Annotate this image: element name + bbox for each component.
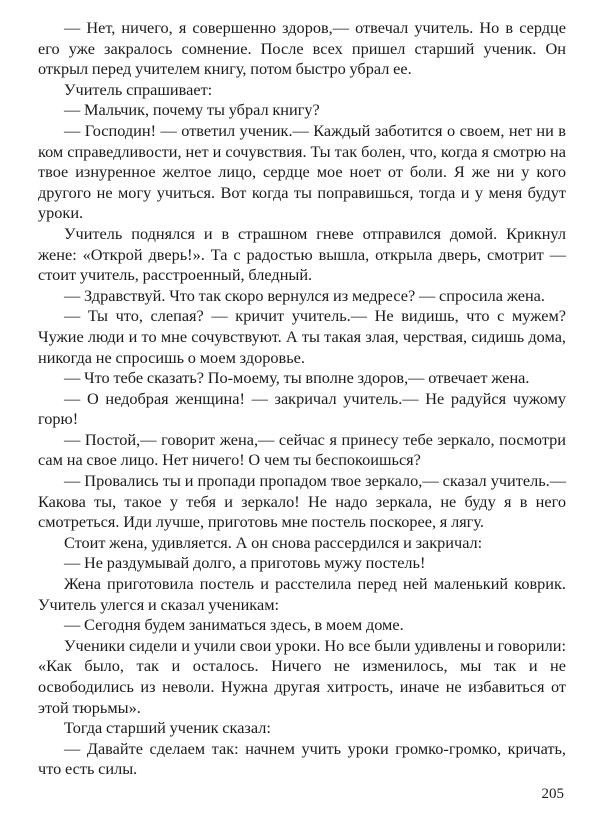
paragraph: — Сегодня будем заниматься здесь, в моем доме. <box>64 615 404 635</box>
paragraph: — Постой,— говорит жена,— сейчас я принесу тебе зеркало, посмотри сам на свое лицо. Нет ничего! О чем ты беспокоишься? <box>38 429 566 470</box>
paragraph: — Господин! — ответил ученик.— Каждый заботится о своем, нет ни в ком справедливости, нет и сочувствия. Ты так болен, что, когда я смотрю на твое изнуренное желтое лицо, сердце мое ноет от боли. Я же ни у кого другого не могу учиться. Вот когда ты поправишься, тогда и у меня будут уроки. <box>38 120 566 223</box>
paragraph: Ученики сидели и учили свои уроки. Но все были удивлены и говорили: «Как было, так и осталось. Ничего не изменилось, мы так и не освободились из неволи. Нужна другая хитрость, иначе не избавиться от этой тюрьмы». <box>38 635 566 717</box>
paragraph: — Мальчик, почему ты убрал книгу? <box>64 100 320 120</box>
paragraph: — Здравствуй. Что так скоро вернулся из медресе? — спросила жена. <box>64 285 545 305</box>
paragraph: Учитель поднялся и в страшном гневе отправился домой. Крикнул жене: «Открой дверь!». Та с радостью вышла, открыла дверь, смотрит — стоит учитель, расстроенный, бледный. <box>38 223 566 285</box>
paragraph: — Что тебе сказать? По-моему, ты вполне здоров,— отвечает жена. <box>64 368 530 388</box>
paragraph: Жена приготовила постель и расстелила перед ней маленький коврик. Учитель улегся и сказал ученикам: <box>38 574 566 614</box>
paragraph: — Давайте сделаем так: начнем учить уроки громко-громко, кричать, что есть силы. <box>38 738 566 779</box>
paragraph: Стоит жена, удивляется. А он снова рассердился и закричал: <box>64 532 483 552</box>
paragraph: — Ты что, слепая? — кричит учитель.— Не видишь, что с мужем? Чужие люди и то мне сочувствуют. А ты такая злая, черствая, сидишь дома, никогда не спросишь о моем здоровье. <box>38 306 566 367</box>
paragraph: — О недобрая женщина! — закричал учитель.— Не радуйся чужому горю! <box>38 388 566 429</box>
page-text <box>38 18 566 778</box>
paragraph: — Провались ты и пропади пропадом твое зеркало,— сказал учитель.— Какова ты, такое у тебя и зеркало! Не надо зеркала, не буду я в него смотреться. Иди лучше, приготовь мне постель поскорее, я лягу. <box>38 471 566 532</box>
page-number: 205 <box>541 786 564 802</box>
paragraph: — Нет, ничего, я совершенно здоров,— отвечал учитель. Но в сердце его уже закралось сомнение. После всех пришел старший ученик. Он открыл перед учителем книгу, потом быстро убрал ее. <box>38 18 566 79</box>
paragraph: Тогда старший ученик сказал: <box>64 718 271 738</box>
paragraph: Учитель спрашивает: <box>64 79 213 99</box>
paragraph: — Не раздумывай долго, а приготовь мужу постель! <box>64 553 426 573</box>
